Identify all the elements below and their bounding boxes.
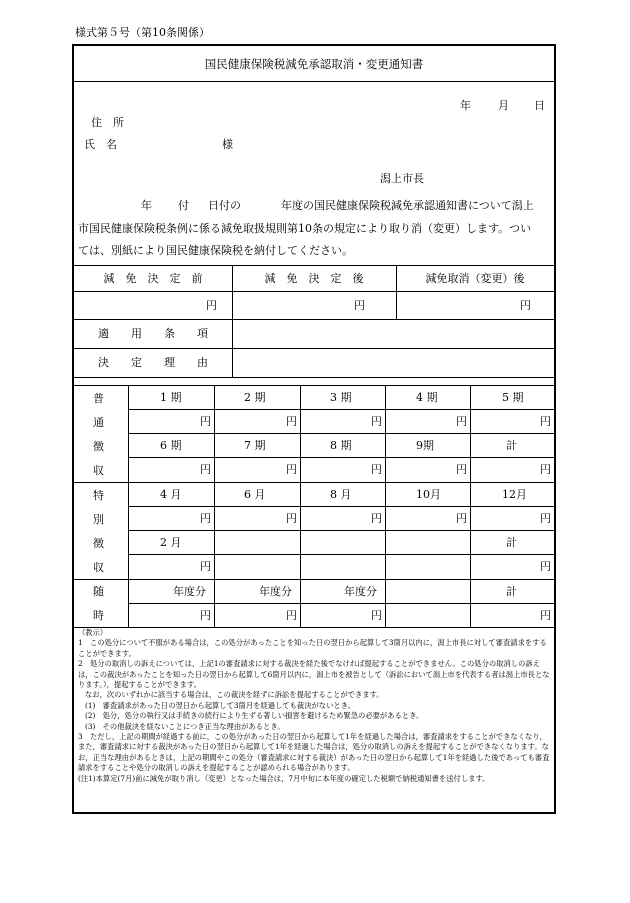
normal-label-2: 通: [93, 416, 104, 429]
unit-yen: 円: [371, 463, 382, 476]
header-after: 減 免 決 定 後: [264, 272, 364, 285]
divider: [128, 457, 554, 458]
unit-yen: 円: [540, 560, 551, 573]
body-year: 年: [141, 199, 152, 212]
period-total: 計: [506, 439, 517, 452]
decision-reason-label: 決 定 理 由: [98, 356, 208, 369]
note-item: 2 処分の取消しの訴えについては，上記1の審査請求に対する裁決を経た後でなければ提起することができません。この処分の取消しの訴えは，この裁決があったことを知った日の翌日から起算して6箇月以内に，潟上市を被告として（訴訟において潟上市を代表する者は潟上市長となります。），提起することができます。: [78, 659, 550, 690]
instruction-notes: [78, 628, 552, 784]
special-label-3: 徴: [93, 537, 104, 550]
header-before: 減 免 決 定 前: [103, 272, 203, 285]
normal-label-1: 普: [93, 392, 104, 405]
fiscal-year-3: 年度分: [344, 585, 377, 598]
unit-yen: 円: [200, 415, 211, 428]
divider: [74, 385, 554, 386]
unit-yen: 円: [286, 415, 297, 428]
unit-yen: 円: [371, 512, 382, 525]
unit-yen: 円: [540, 463, 551, 476]
special-total: 計: [506, 536, 517, 549]
normal-label-3: 徴: [93, 440, 104, 453]
notice-form: [72, 44, 556, 814]
unit-yen: 円: [371, 415, 382, 428]
divider: [74, 291, 554, 292]
month-april: 4 月: [160, 488, 182, 501]
special-label-1: 特: [93, 489, 104, 502]
date-year: 年: [460, 99, 471, 112]
unit-yen: 円: [540, 415, 551, 428]
period-5: 5 期: [502, 391, 524, 404]
body-line3: ては、別紙により国民健康保険税を納付してください。: [78, 244, 353, 257]
divider: [128, 603, 554, 604]
date-month: 月: [498, 99, 509, 112]
period-6: 6 期: [160, 439, 182, 452]
period-8: 8 期: [330, 439, 352, 452]
unit-yen: 円: [540, 512, 551, 525]
month-february: 2 月: [160, 536, 182, 549]
unit-yen: 円: [286, 463, 297, 476]
body-day: 日付の: [208, 199, 241, 212]
special-label-4: 収: [93, 561, 104, 574]
unit-yen: 円: [520, 299, 531, 312]
note-item: 1 この処分について不服がある場合は，この処分があったことを知った日の翌日から起算して3箇月以内に，潟上市長に対して審査請求をすることができます。: [78, 638, 547, 658]
period-7: 7 期: [244, 439, 266, 452]
divider: [128, 554, 554, 555]
month-december: 12月: [502, 488, 527, 501]
unit-yen: 円: [200, 609, 211, 622]
period-2: 2 期: [244, 391, 266, 404]
note-item: (注1)本算定(7月)前に減免が取り消し（変更）となった場合は，7月中旬に本年度の確定した税額で納税通知書を送付します。: [78, 773, 490, 783]
divider: [74, 81, 554, 82]
honorific: 様: [222, 138, 233, 151]
unit-yen: 円: [200, 463, 211, 476]
unit-yen: 円: [456, 512, 467, 525]
unit-yen: 円: [206, 299, 217, 312]
occasional-label-2: 時: [93, 609, 104, 622]
divider: [74, 319, 554, 320]
divider: [74, 579, 554, 580]
divider: [74, 377, 554, 378]
occasional-total: 計: [506, 585, 517, 598]
period-9: 9期: [416, 439, 434, 452]
note-item: (2) 処分，処分の執行又は手続きの続行により生ずる著しい損害を避けるため緊急の必要があるとき。: [85, 711, 424, 721]
note-item: (3) その他裁決を経ないことにつき正当な理由があるとき。: [85, 721, 285, 731]
divider: [128, 433, 554, 434]
document-title: 国民健康保険税減免承認取消・変更通知書: [204, 57, 424, 71]
divider: [74, 265, 554, 266]
address-label: 住 所: [91, 116, 124, 129]
note-item: (1) 審査請求があった日の翌日から起算して3箇月を経過しても裁決がないとき。: [85, 700, 356, 710]
period-3: 3 期: [330, 391, 352, 404]
notes-heading: （教示）: [78, 628, 108, 637]
unit-yen: 円: [540, 609, 551, 622]
name-label: 氏 名: [84, 138, 117, 151]
special-label-2: 別: [93, 513, 104, 526]
normal-label-4: 収: [93, 464, 104, 477]
divider: [74, 348, 554, 349]
unit-yen: 円: [456, 463, 467, 476]
note-item: なお，次のいずれかに該当する場合は，この裁決を経ずに訴訟を提起することができます。: [85, 690, 384, 700]
date-day: 日: [534, 99, 545, 112]
body-line1-rest: 年度の国民健康保険税減免承認通知書について潟上: [281, 199, 534, 212]
unit-yen: 円: [200, 512, 211, 525]
occasional-label-1: 随: [93, 585, 104, 598]
divider: [74, 482, 554, 483]
fiscal-year-2: 年度分: [259, 585, 292, 598]
unit-yen: 円: [354, 299, 365, 312]
unit-yen: 円: [286, 609, 297, 622]
divider: [128, 409, 554, 410]
period-4: 4 期: [416, 391, 438, 404]
month-june: 6 月: [244, 488, 266, 501]
issuer: 潟上市長: [380, 172, 424, 185]
note-item: 3 ただし，上記の期間が経過する前に，この処分があった日の翌日から起算して1年を経過した場合は，審査請求をすることができなくなり，また，審査請求に対する裁決があった日の翌日から起算して1年を経過した場合は，処分の取消しの訴えを提起することができなくなります。なお，正当な理由があるときは，上記の期間やこの処分（審査請求に対する裁決）があった日の翌日から起算して1年を経過した後であっても審査請求をすることや処分の取消しの訴えを提起することが認められる場合があります。: [78, 732, 550, 773]
month-october: 10月: [416, 488, 441, 501]
divider: [128, 530, 554, 531]
unit-yen: 円: [286, 512, 297, 525]
applicable-clause-label: 適 用 条 項: [98, 327, 208, 340]
month-august: 8 月: [330, 488, 352, 501]
body-line2: 市国民健康保険税条例に係る減免取扱規則第10条の規定により取り消（変更）します。つい: [78, 222, 532, 235]
unit-yen: 円: [371, 609, 382, 622]
header-cancelled: 減免取消（変更）後: [425, 272, 525, 285]
body-month: 付: [178, 199, 189, 212]
fiscal-year-1: 年度分: [173, 585, 206, 598]
form-number: 様式第５号（第10条関係）: [75, 26, 210, 39]
divider: [128, 506, 554, 507]
unit-yen: 円: [456, 415, 467, 428]
unit-yen: 円: [200, 560, 211, 573]
period-1: 1 期: [160, 391, 182, 404]
